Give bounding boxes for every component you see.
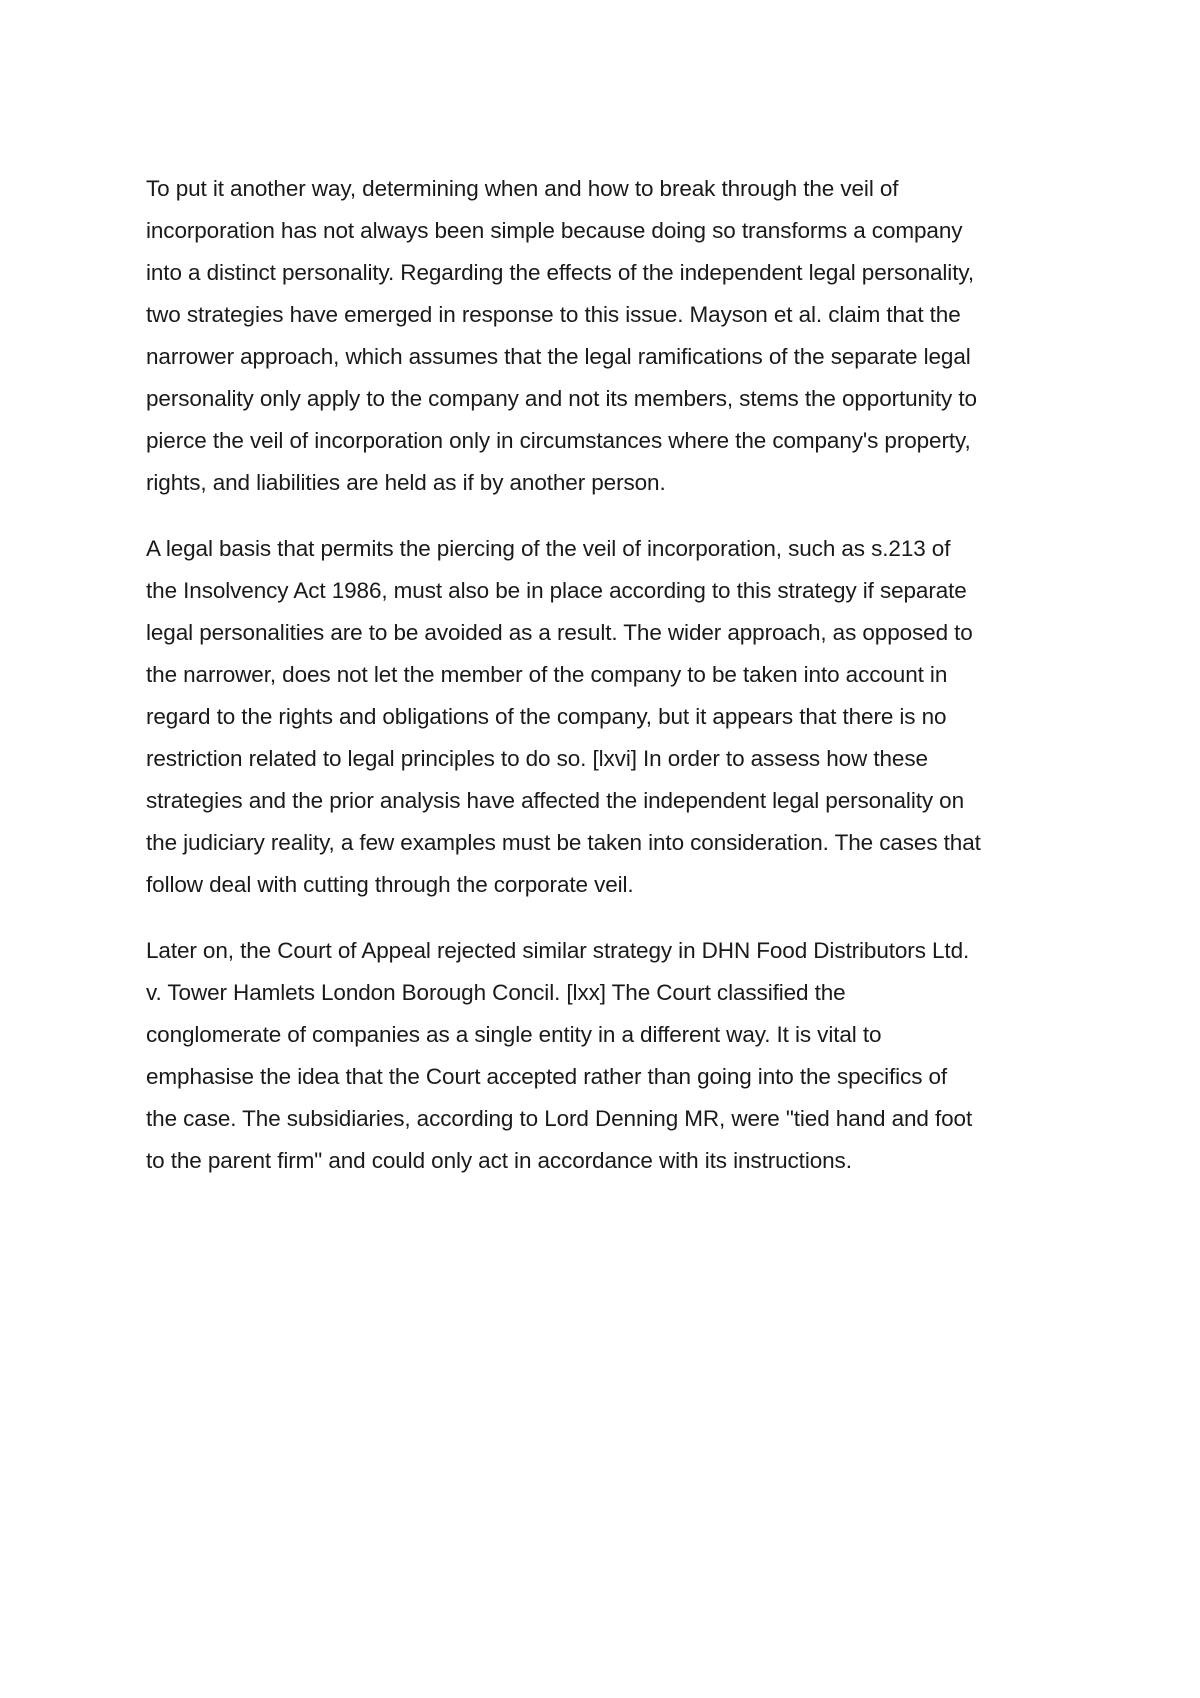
- paragraph: Later on, the Court of Appeal rejected similar strategy in DHN Food Distributors Ltd. v. Tower Hamlets London Borough Concil. [lxx] The Court classified the conglomerate of companies as a single entity in a different way. It is vital to emphasise the idea that the Court accepted rather than going into the specifics of the case. The subsidiaries, according to Lord Denning MR, were "tied hand and foot to the parent firm" and could only act in accordance with its instructions.: [146, 938, 973, 1173]
- paragraph: A legal basis that permits the piercing of the veil of incorporation, such as s.213 of the Insolvency Act 1986, must also be in place according to this strategy if separate legal personalities are to be avoided as a result. The wider approach, as opposed to the narrower, does not let the member of the company to be taken into account in regard to the rights and obligations of the company, but it appears that there is no restriction related to legal principles to do so. [lxvi] In order to assess how these strategies and the prior analysis have affected the independent legal personality on the judiciary reality, a few examples must be taken into consideration. The cases that follow deal with cutting through the corporate veil.: [146, 536, 981, 897]
- paragraph: To put it another way, determining when and how to break through the veil of incorporation has not always been simple because doing so transforms a company into a distinct personality. Regarding the effects of the independent legal personality, two strategies have emerged in response to this issue. Mayson et al. claim that the narrower approach, which assumes that the legal ramifications of the separate legal personality only apply to the company and not its members, stems the opportunity to pierce the veil of incorporation only in circumstances where the company's property, rights, and liabilities are held as if by another person.: [146, 176, 977, 495]
- document-body: [146, 168, 1066, 1206]
